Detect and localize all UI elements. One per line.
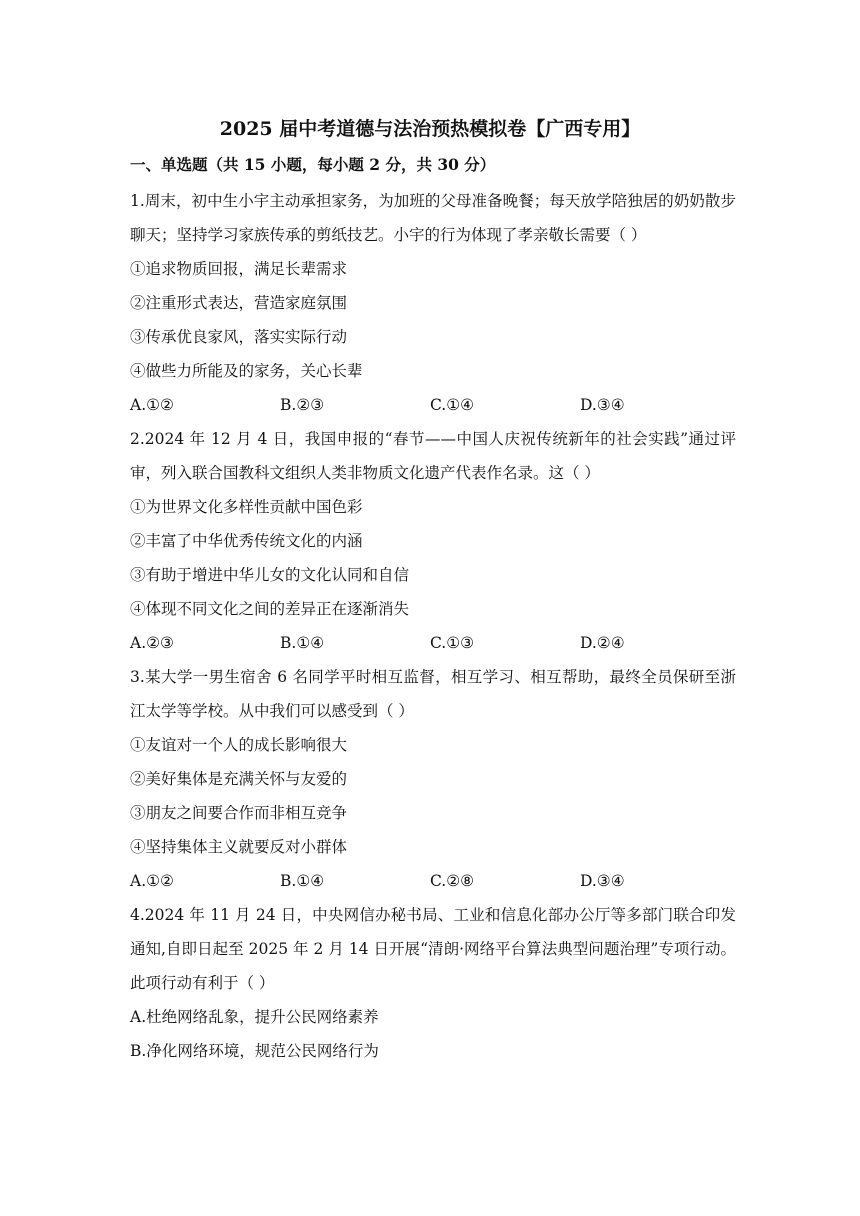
question-3 xyxy=(130,660,736,898)
document-title: 2025 届中考道德与法治预热模拟卷【广西专用】 xyxy=(219,118,641,140)
statement-option: ③传承优良家风，落实实际行动 xyxy=(130,328,348,346)
question-stem: 3.某大学一男生宿舍 6 名同学平时相互监督，相互学习、相互帮助，最终全员保研至浙江太学等学校。从中我们可以感受到（ ） xyxy=(130,668,736,720)
answer-choice-d[interactable]: D.③④ xyxy=(580,396,625,414)
answer-choice-b[interactable]: B.②③ xyxy=(280,396,325,414)
answer-choice-a[interactable]: A.②③ xyxy=(130,634,174,652)
statement-option: ④坚持集体主义就要反对小群体 xyxy=(130,838,348,856)
answer-choice-a[interactable]: A.①② xyxy=(130,872,174,890)
statement-option: ③朋友之间要合作而非相互竞争 xyxy=(130,804,348,822)
answer-choice-b[interactable]: B.①④ xyxy=(280,872,325,890)
question-stem: 1.周末，初中生小宇主动承担家务，为加班的父母准备晚餐；每天放学陪独居的奶奶散步聊天；坚持学习家族传承的剪纸技艺。小宇的行为体现了孝亲敬长需要（ ） xyxy=(130,192,736,244)
question-2 xyxy=(130,422,736,660)
statement-option: ①友谊对一个人的成长影响很大 xyxy=(130,736,348,754)
question-stem: 2.2024 年 12 月 4 日，我国申报的“春节——中国人庆祝传统新年的社会实践”通过评审，列入联合国教科文组织人类非物质文化遗产代表作名录。这（ ） xyxy=(130,430,736,482)
statement-option: ④体现不同文化之间的差异正在逐渐消失 xyxy=(130,600,410,618)
answer-choice-b[interactable]: B.净化网络环境，规范公民网络行为 xyxy=(130,1042,379,1060)
question-4 xyxy=(130,898,736,1068)
answer-choice-a[interactable]: A.①② xyxy=(130,396,174,414)
statement-option: ②美好集体是充满关怀与友爱的 xyxy=(130,770,348,788)
answer-choice-d[interactable]: D.②④ xyxy=(580,634,625,652)
answer-choice-b[interactable]: B.①④ xyxy=(280,634,325,652)
statement-option: ②注重形式表达，营造家庭氛围 xyxy=(130,294,348,312)
statement-option: ②丰富了中华优秀传统文化的内涵 xyxy=(130,532,363,550)
answer-choice-c[interactable]: C.①③ xyxy=(430,634,475,652)
answer-choices xyxy=(130,626,736,660)
answer-choices xyxy=(130,864,736,898)
answer-choice-d[interactable]: D.③④ xyxy=(580,872,625,890)
answer-choice-a[interactable]: A.杜绝网络乱象，提升公民网络素养 xyxy=(130,1008,379,1026)
question-1 xyxy=(130,184,736,422)
statement-option: ①为世界文化多样性贡献中国色彩 xyxy=(130,498,363,516)
statement-option: ③有助于增进中华儿女的文化认同和自信 xyxy=(130,566,410,584)
statement-option: ④做些力所能及的家务，关心长辈 xyxy=(130,362,363,380)
statement-option: ①追求物质回报，满足长辈需求 xyxy=(130,260,348,278)
answer-choices xyxy=(130,388,736,422)
answer-choice-c[interactable]: C.①④ xyxy=(430,396,475,414)
answer-choice-c[interactable]: C.②⑧ xyxy=(430,872,475,890)
question-list xyxy=(130,184,736,1068)
question-stem: 4.2024 年 11 月 24 日，中央网信办秘书局、工业和信息化部办公厅等多部门联合印发通知,自即日起至 2025 年 2 月 14 日开展“清朗·网络平台算法典型问题治理”专项行动。此项行动有利于（ ） xyxy=(130,906,736,992)
section-heading: 一、单选题（共 15 小题，每小题 2 分，共 30 分） xyxy=(130,155,496,174)
